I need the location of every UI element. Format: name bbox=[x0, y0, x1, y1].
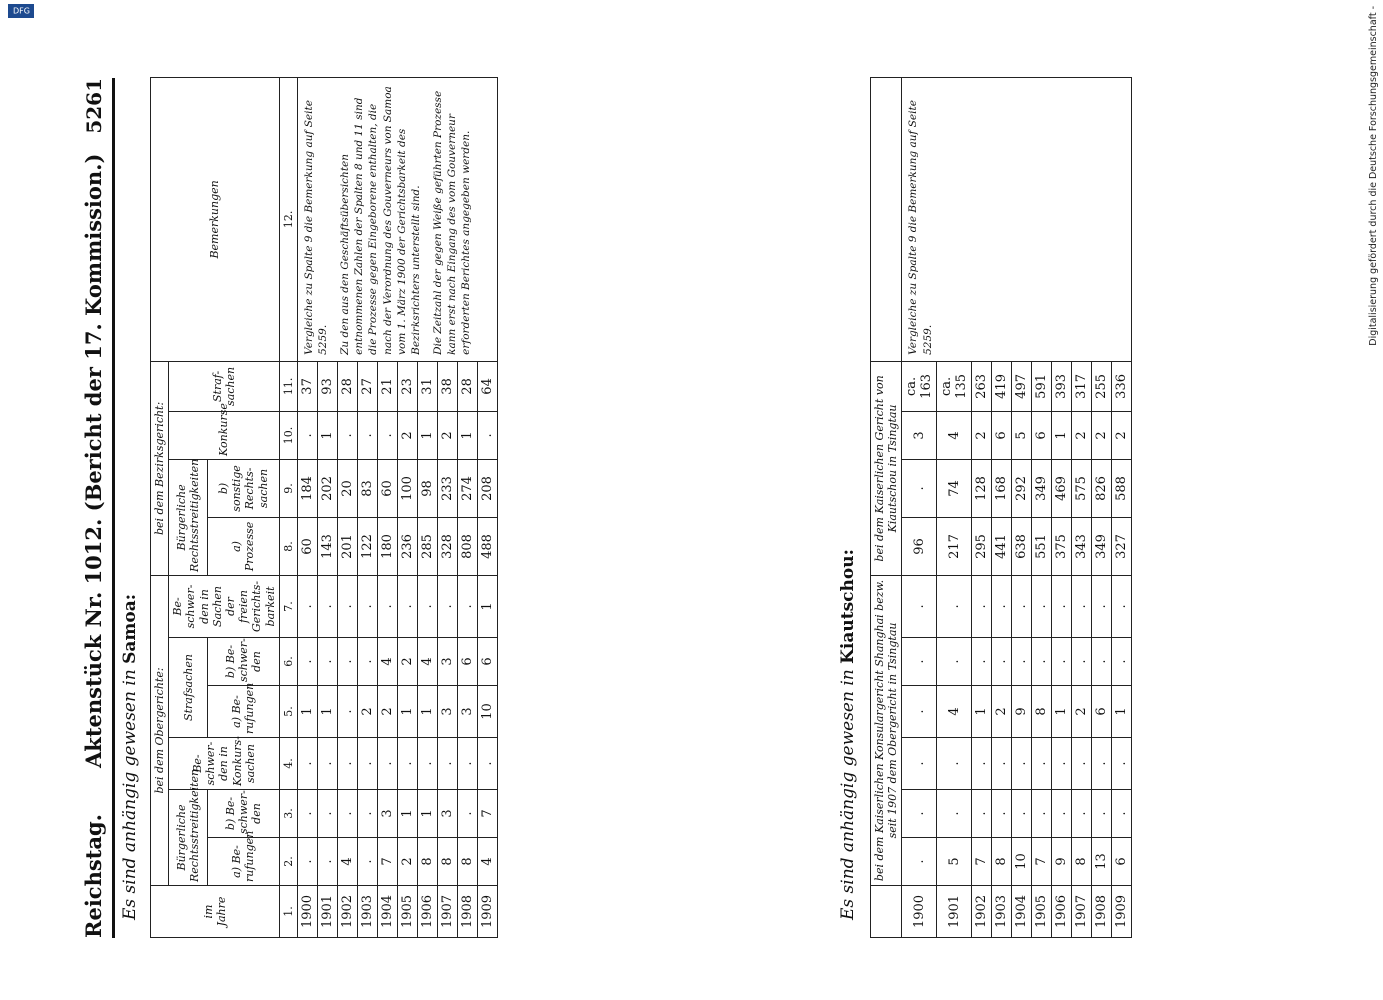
cell-c3: . bbox=[1092, 790, 1112, 838]
cell-c7: 1 bbox=[477, 575, 497, 637]
cell-c10: . bbox=[477, 411, 497, 459]
cell-c6: . bbox=[992, 638, 1012, 686]
cell-c5: 2 bbox=[1072, 686, 1092, 738]
cell-c9: 168 bbox=[992, 459, 1012, 517]
samoa-header-konkurse: Konkurse bbox=[169, 411, 280, 459]
row-year: 1905 bbox=[397, 886, 417, 938]
cell-c11: 93 bbox=[317, 361, 337, 411]
cell-c6: . bbox=[337, 638, 357, 686]
table-row bbox=[902, 77, 937, 937]
remarks-cell bbox=[297, 77, 497, 361]
cell-c8: 441 bbox=[992, 517, 1012, 575]
cell-c7: . bbox=[1072, 575, 1092, 637]
cell-c2: . bbox=[902, 838, 937, 886]
cell-c9: 349 bbox=[1032, 459, 1052, 517]
cell-c9: 184 bbox=[297, 459, 317, 517]
remark-paragraph: Die Zeitzahl der gegen Weiße geführten Prozesse kann erst nach Eingang des vom Gouverneur erforderten Berichtes angegeben werden. bbox=[432, 90, 473, 355]
cell-c8: 143 bbox=[317, 517, 337, 575]
cell-c7: . bbox=[1012, 575, 1032, 637]
cell-c6: 6 bbox=[477, 638, 497, 686]
cell-c11: 591 bbox=[1032, 361, 1052, 411]
row-year: 1909 bbox=[477, 886, 497, 938]
cell-c6: . bbox=[1052, 638, 1072, 686]
cell-c9: . bbox=[902, 459, 937, 517]
cell-c5: . bbox=[337, 686, 357, 738]
samoa-title-place: Samoa: bbox=[120, 593, 140, 664]
samoa-header-bezirksgericht: bei dem Bezirksgericht: bbox=[151, 361, 169, 575]
remark-paragraph: Zu den aus den Geschäftsübersichten entnommenen Zahlen der Spalten 8 und 11 sind die Prozesse gegen Eingeborene enthalten, die nach der Verordnung des Gouverneurs von Samoa vom 1. März 1900 der Gerichtsbarkeit des Bezirksrichters unterstellt sind. bbox=[339, 86, 422, 355]
cell-c9: 98 bbox=[417, 459, 437, 517]
cell-c6: 6 bbox=[457, 638, 477, 686]
cell-c6: . bbox=[357, 638, 377, 686]
cell-c6: . bbox=[1072, 638, 1092, 686]
cell-c5: 6 bbox=[1092, 686, 1112, 738]
colno: 6. bbox=[279, 638, 297, 686]
samoa-header-strafsachen: Strafsachen bbox=[169, 638, 208, 738]
cell-c11: 336 bbox=[1112, 361, 1132, 411]
cell-c6: . bbox=[297, 638, 317, 686]
cell-c5: 9 bbox=[1012, 686, 1032, 738]
samoa-header-s-a: a) Be- rufungen bbox=[208, 686, 280, 738]
cell-c11: 27 bbox=[357, 361, 377, 411]
cell-c7: . bbox=[457, 575, 477, 637]
cell-c9: 20 bbox=[337, 459, 357, 517]
cell-c9: 469 bbox=[1052, 459, 1072, 517]
cell-c3: 3 bbox=[377, 790, 397, 838]
samoa-header-a-berufungen: a) Be- rufungen bbox=[208, 838, 280, 886]
remark-paragraph: Vergleiche zu Spalte 9 die Bemerkung auf Seite 5259. bbox=[302, 100, 329, 355]
cell-c10: 5 bbox=[1012, 411, 1032, 459]
cell-c7: . bbox=[1112, 575, 1132, 637]
cell-c9: 128 bbox=[972, 459, 992, 517]
cell-c6: 4 bbox=[417, 638, 437, 686]
cell-c8: 236 bbox=[397, 517, 417, 575]
cell-c3: . bbox=[972, 790, 992, 838]
cell-c5: 3 bbox=[457, 686, 477, 738]
cell-c4: . bbox=[437, 738, 457, 790]
cell-c7: . bbox=[417, 575, 437, 637]
cell-c10: 2 bbox=[1072, 411, 1092, 459]
cell-c3: . bbox=[1012, 790, 1032, 838]
row-year: 1902 bbox=[337, 886, 357, 938]
cell-c6: . bbox=[1032, 638, 1052, 686]
samoa-header-bemerkungen: Bemerkungen bbox=[151, 77, 280, 361]
cell-c7: . bbox=[397, 575, 417, 637]
cell-c9: 575 bbox=[1072, 459, 1092, 517]
cell-c8: 343 bbox=[1072, 517, 1092, 575]
header-title: Aktenstück Nr. 1012. (Bericht der 17. Kommission.) bbox=[81, 153, 106, 768]
cell-c11: ca. 135 bbox=[937, 361, 972, 411]
samoa-header-obergericht: bei dem Obergerichte: bbox=[151, 575, 169, 885]
cell-c7: . bbox=[1092, 575, 1112, 637]
cell-c8: 488 bbox=[477, 517, 497, 575]
row-year: 1900 bbox=[297, 886, 317, 938]
cell-c3: . bbox=[297, 790, 317, 838]
cell-c3: . bbox=[1052, 790, 1072, 838]
cell-c2: 4 bbox=[337, 838, 357, 886]
cell-c10: 6 bbox=[992, 411, 1012, 459]
cell-c2: 7 bbox=[1032, 838, 1052, 886]
cell-c6: . bbox=[937, 638, 972, 686]
cell-c5: 2 bbox=[992, 686, 1012, 738]
remarks-cell bbox=[902, 77, 1132, 361]
cell-c8: 295 bbox=[972, 517, 992, 575]
cell-c3: 1 bbox=[397, 790, 417, 838]
cell-c11: 37 bbox=[297, 361, 317, 411]
cell-c10: 1 bbox=[457, 411, 477, 459]
cell-c10: 1 bbox=[317, 411, 337, 459]
dfg-badge: DFG bbox=[8, 4, 34, 18]
cell-c6: . bbox=[1092, 638, 1112, 686]
cell-c8: 349 bbox=[1092, 517, 1112, 575]
row-year: 1901 bbox=[937, 886, 972, 938]
cell-c8: 96 bbox=[902, 517, 937, 575]
cell-c6: . bbox=[902, 638, 937, 686]
row-year: 1905 bbox=[1032, 886, 1052, 938]
cell-c7: . bbox=[357, 575, 377, 637]
cell-c6: . bbox=[1112, 638, 1132, 686]
cell-c11: 28 bbox=[337, 361, 357, 411]
colno: 5. bbox=[279, 686, 297, 738]
row-year: 1901 bbox=[317, 886, 337, 938]
cell-c11: 255 bbox=[1092, 361, 1112, 411]
cell-c3: . bbox=[992, 790, 1012, 838]
cell-c4: . bbox=[972, 738, 992, 790]
row-year: 1900 bbox=[902, 886, 937, 938]
kiautschou-title bbox=[838, 549, 858, 920]
cell-c9: 274 bbox=[457, 459, 477, 517]
cell-c2: 10 bbox=[1012, 838, 1032, 886]
cell-c5: 4 bbox=[937, 686, 972, 738]
cell-c2: 8 bbox=[992, 838, 1012, 886]
cell-c5: 3 bbox=[437, 686, 457, 738]
row-year: 1903 bbox=[992, 886, 1012, 938]
cell-c4: . bbox=[477, 738, 497, 790]
row-year: 1908 bbox=[1092, 886, 1112, 938]
cell-c5: 1 bbox=[417, 686, 437, 738]
cell-c11: 393 bbox=[1052, 361, 1072, 411]
colno: 1. bbox=[279, 886, 297, 938]
samoa-title-prefix: Es sind anhängig gewesen in bbox=[120, 669, 140, 920]
cell-c4: . bbox=[357, 738, 377, 790]
cell-c5: 1 bbox=[397, 686, 417, 738]
cell-c10: . bbox=[297, 411, 317, 459]
cell-c11: 31 bbox=[417, 361, 437, 411]
cell-c2: 8 bbox=[417, 838, 437, 886]
cell-c3: . bbox=[457, 790, 477, 838]
cell-c7: . bbox=[1052, 575, 1072, 637]
cell-c2: 7 bbox=[377, 838, 397, 886]
cell-c3: . bbox=[937, 790, 972, 838]
cell-c9: 208 bbox=[477, 459, 497, 517]
cell-c8: 638 bbox=[1012, 517, 1032, 575]
cell-c10: 1 bbox=[1052, 411, 1072, 459]
cell-c2: 8 bbox=[437, 838, 457, 886]
cell-c9: 233 bbox=[437, 459, 457, 517]
samoa-title bbox=[120, 594, 140, 920]
kiautschou-table bbox=[870, 77, 1132, 938]
row-year: 1909 bbox=[1112, 886, 1132, 938]
scan-credit: Digitalisierung gefördert durch die Deutsche Forschungsgemeinschaft - bbox=[1368, 6, 1379, 346]
cell-c8: 201 bbox=[337, 517, 357, 575]
cell-c7: . bbox=[937, 575, 972, 637]
cell-c2: 9 bbox=[1052, 838, 1072, 886]
samoa-header-bz-a: a) Prozesse bbox=[208, 517, 280, 575]
cell-c6: . bbox=[317, 638, 337, 686]
cell-c7: . bbox=[297, 575, 317, 637]
cell-c10: 2 bbox=[437, 411, 457, 459]
cell-c5: 1 bbox=[1052, 686, 1072, 738]
cell-c10: . bbox=[357, 411, 377, 459]
cell-c5: 1 bbox=[972, 686, 992, 738]
cell-c7: . bbox=[337, 575, 357, 637]
cell-c7: . bbox=[972, 575, 992, 637]
cell-c2: 8 bbox=[1072, 838, 1092, 886]
cell-c2: . bbox=[317, 838, 337, 886]
colno: 2. bbox=[279, 838, 297, 886]
cell-c11: 28 bbox=[457, 361, 477, 411]
cell-c6: 3 bbox=[437, 638, 457, 686]
cell-c3: . bbox=[1032, 790, 1052, 838]
kiautschou-title-place: Kiautschou: bbox=[838, 549, 858, 664]
cell-c4: . bbox=[992, 738, 1012, 790]
samoa-colnumber-row bbox=[279, 77, 297, 937]
cell-c10: 2 bbox=[1112, 411, 1132, 459]
cell-c7: . bbox=[992, 575, 1012, 637]
cell-c10: 6 bbox=[1032, 411, 1052, 459]
cell-c5: 1 bbox=[297, 686, 317, 738]
cell-c8: 551 bbox=[1032, 517, 1052, 575]
cell-c4: . bbox=[317, 738, 337, 790]
cell-c4: . bbox=[1052, 738, 1072, 790]
cell-c7: . bbox=[1032, 575, 1052, 637]
samoa-header-b-beschwerden: b) Be- schwer- den bbox=[208, 790, 280, 838]
cell-c3: . bbox=[902, 790, 937, 838]
colno: 12. bbox=[279, 77, 297, 361]
cell-c2: 7 bbox=[972, 838, 992, 886]
samoa-header-buergerliche: Bürgerliche Rechtsstreitigkeiten bbox=[169, 790, 208, 886]
samoa-header-year: im Jahre bbox=[151, 886, 280, 938]
row-year: 1907 bbox=[1072, 886, 1092, 938]
cell-c2: 6 bbox=[1112, 838, 1132, 886]
cell-c7: . bbox=[437, 575, 457, 637]
cell-c2: 4 bbox=[477, 838, 497, 886]
cell-c10: 2 bbox=[1092, 411, 1112, 459]
cell-c4: . bbox=[377, 738, 397, 790]
samoa-header-s-b: b) Be- schwer- den bbox=[208, 638, 280, 686]
cell-c4: . bbox=[1072, 738, 1092, 790]
cell-c4: . bbox=[417, 738, 437, 790]
cell-c11: 317 bbox=[1072, 361, 1092, 411]
cell-c10: 2 bbox=[397, 411, 417, 459]
cell-c11: 497 bbox=[1012, 361, 1032, 411]
cell-c6: 4 bbox=[377, 638, 397, 686]
cell-c4: . bbox=[337, 738, 357, 790]
cell-c4: . bbox=[457, 738, 477, 790]
cell-c8: 60 bbox=[297, 517, 317, 575]
cell-c3: . bbox=[1112, 790, 1132, 838]
samoa-header-bz-buergerliche: Bürgerliche Rechtsstreitigkeiten bbox=[169, 459, 208, 575]
cell-c2: 5 bbox=[937, 838, 972, 886]
cell-c2: 2 bbox=[397, 838, 417, 886]
row-year: 1907 bbox=[437, 886, 457, 938]
cell-c10: . bbox=[377, 411, 397, 459]
samoa-header-freiwillige: Be- schwer- den in Sachen der freien Gerichts- barkeit bbox=[169, 575, 280, 637]
cell-c9: 826 bbox=[1092, 459, 1112, 517]
cell-c6: . bbox=[1012, 638, 1032, 686]
cell-c7: . bbox=[377, 575, 397, 637]
cell-c11: 38 bbox=[437, 361, 457, 411]
cell-c8: 808 bbox=[457, 517, 477, 575]
row-year: 1904 bbox=[1012, 886, 1032, 938]
cell-c10: 3 bbox=[902, 411, 937, 459]
samoa-header-konkurs-beschwerden: Be- schwer- den in Konkurs- sachen bbox=[169, 738, 280, 790]
cell-c5: 10 bbox=[477, 686, 497, 738]
cell-c3: 7 bbox=[477, 790, 497, 838]
colno: 4. bbox=[279, 738, 297, 790]
cell-c10: 2 bbox=[972, 411, 992, 459]
colno: 3. bbox=[279, 790, 297, 838]
cell-c4: . bbox=[937, 738, 972, 790]
cell-c5: 2 bbox=[377, 686, 397, 738]
cell-c9: 83 bbox=[357, 459, 377, 517]
cell-c8: 180 bbox=[377, 517, 397, 575]
cell-c9: 74 bbox=[937, 459, 972, 517]
cell-c4: . bbox=[902, 738, 937, 790]
cell-c3: . bbox=[1072, 790, 1092, 838]
samoa-table bbox=[150, 77, 498, 938]
cell-c4: . bbox=[1032, 738, 1052, 790]
cell-c2: . bbox=[297, 838, 317, 886]
cell-c6: . bbox=[972, 638, 992, 686]
cell-c7: . bbox=[317, 575, 337, 637]
cell-c10: 4 bbox=[937, 411, 972, 459]
cell-c7: . bbox=[902, 575, 937, 637]
cell-c3: 3 bbox=[437, 790, 457, 838]
cell-c5: 8 bbox=[1032, 686, 1052, 738]
cell-c11: 64 bbox=[477, 361, 497, 411]
colno: 11. bbox=[279, 361, 297, 411]
row-year: 1904 bbox=[377, 886, 397, 938]
cell-c4: . bbox=[1112, 738, 1132, 790]
remark-paragraph: Vergleiche zu Spalte 9 die Bemerkung auf Seite 5259. bbox=[907, 100, 934, 355]
colno: 9. bbox=[279, 459, 297, 517]
cell-c3: 1 bbox=[417, 790, 437, 838]
row-year: 1908 bbox=[457, 886, 477, 938]
cell-c9: 292 bbox=[1012, 459, 1032, 517]
row-year: 1906 bbox=[1052, 886, 1072, 938]
samoa-header-strafsachen-bz: Straf- sachen bbox=[169, 361, 280, 411]
cell-c11: 419 bbox=[992, 361, 1012, 411]
cell-c4: . bbox=[1092, 738, 1112, 790]
cell-c8: 328 bbox=[437, 517, 457, 575]
cell-c11: 23 bbox=[397, 361, 417, 411]
cell-c3: . bbox=[337, 790, 357, 838]
kiautschou-header-year-empty bbox=[871, 886, 902, 938]
cell-c2: 13 bbox=[1092, 838, 1112, 886]
cell-c8: 285 bbox=[417, 517, 437, 575]
cell-c10: 1 bbox=[417, 411, 437, 459]
cell-c9: 202 bbox=[317, 459, 337, 517]
page-header bbox=[72, 78, 115, 938]
colno: 10. bbox=[279, 411, 297, 459]
kiautschou-header-obergericht: bei dem Kaiserlichen Konsulargericht Shanghai bezw. seit 1907 dem Obergericht in Tsingtau bbox=[871, 575, 902, 885]
kiautschou-header-remarks-empty bbox=[871, 77, 902, 361]
cell-c8: 375 bbox=[1052, 517, 1072, 575]
cell-c6: 2 bbox=[397, 638, 417, 686]
colno: 8. bbox=[279, 517, 297, 575]
cell-c9: 60 bbox=[377, 459, 397, 517]
cell-c5: 2 bbox=[357, 686, 377, 738]
cell-c8: 217 bbox=[937, 517, 972, 575]
cell-c5: 1 bbox=[317, 686, 337, 738]
samoa-header-bz-b: b) sonstige Rechts- sachen bbox=[208, 459, 280, 517]
cell-c8: 122 bbox=[357, 517, 377, 575]
cell-c11: 21 bbox=[377, 361, 397, 411]
cell-c8: 327 bbox=[1112, 517, 1132, 575]
row-year: 1903 bbox=[357, 886, 377, 938]
cell-c9: 588 bbox=[1112, 459, 1132, 517]
cell-c3: . bbox=[317, 790, 337, 838]
cell-c9: 100 bbox=[397, 459, 417, 517]
table-row bbox=[297, 77, 317, 937]
page-number: 5261 bbox=[82, 78, 106, 134]
cell-c5: 1 bbox=[1112, 686, 1132, 738]
kiautschou-title-prefix: Es sind anhängig gewesen in bbox=[838, 669, 858, 920]
cell-c4: . bbox=[1012, 738, 1032, 790]
cell-c2: 8 bbox=[457, 838, 477, 886]
kiautschou-header-bezirksgericht: bei dem Kaiserlichen Gericht von Kiautschou in Tsingtau bbox=[871, 361, 902, 575]
cell-c10: . bbox=[337, 411, 357, 459]
row-year: 1906 bbox=[417, 886, 437, 938]
cell-c11: ca. 163 bbox=[902, 361, 937, 411]
cell-c3: . bbox=[357, 790, 377, 838]
row-year: 1902 bbox=[972, 886, 992, 938]
header-left: Reichstag. bbox=[81, 814, 106, 938]
cell-c4: . bbox=[397, 738, 417, 790]
cell-c4: . bbox=[297, 738, 317, 790]
cell-c2: . bbox=[357, 838, 377, 886]
cell-c5: . bbox=[902, 686, 937, 738]
cell-c11: 263 bbox=[972, 361, 992, 411]
colno: 7. bbox=[279, 575, 297, 637]
